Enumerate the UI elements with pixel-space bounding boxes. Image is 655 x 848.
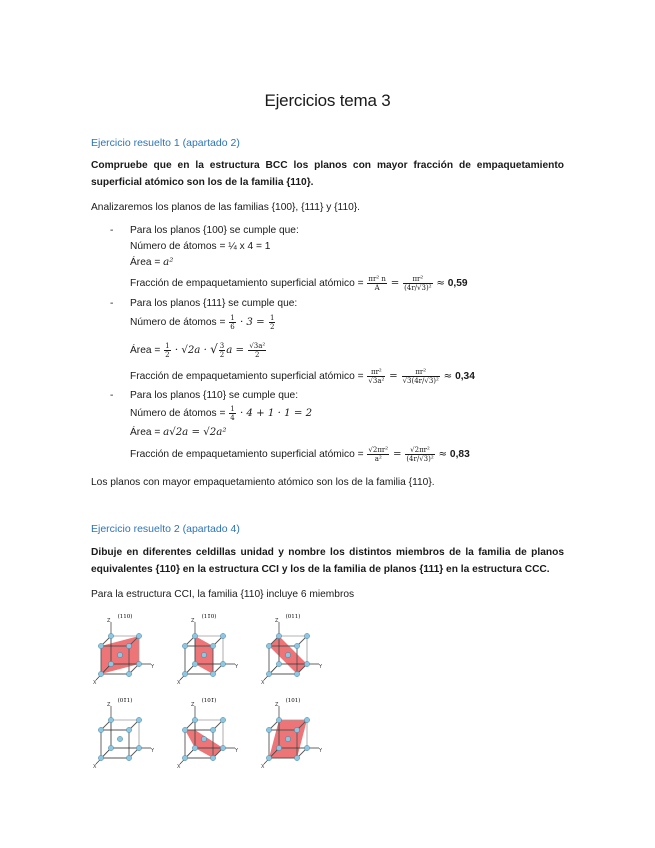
axis-label: X xyxy=(177,764,181,770)
p111-area: Área = $\frac{1}{2}$ · √2a · √ $\frac{3}{2}$ a = $\frac{\text{√3a²}}{2}$ xyxy=(130,342,266,359)
area-label: Área = xyxy=(130,257,164,268)
cell-011 xyxy=(264,613,319,680)
p110-area xyxy=(130,426,226,440)
axis-label: Z xyxy=(107,702,111,708)
fraction-label: Fracción de empaquetamiento superficial atómico = xyxy=(130,278,367,290)
axis-label: Y xyxy=(319,748,323,754)
cell-0-11 xyxy=(96,697,151,764)
p111-heading: Para los planos {111} se cumple que: xyxy=(130,298,298,309)
plane-label: (11̄0) xyxy=(201,614,217,620)
axis-label: X xyxy=(261,680,265,686)
axis-label: Y xyxy=(151,748,155,754)
exercise-2-intro: Para la estructura CCI, la familia {110} incluye 6 miembros xyxy=(91,589,355,600)
axis-label: X xyxy=(93,680,97,686)
axis-label: Y xyxy=(319,664,323,670)
plane-label: (01̄1) xyxy=(117,698,133,704)
p110-fraction: Fracción de empaquetamiento superficial atómico = $\frac{\text{√2πr²}}{\text{a²}}$ = $\frac{\text{√2πr²}}{\text{(4r/√3)²}}$ ≈ 0,83 xyxy=(130,446,470,463)
plane-label: (011) xyxy=(285,614,301,620)
axis-label: X xyxy=(93,764,97,770)
fraction-expr: $\frac{\text{πr² n}}{A}$ xyxy=(368,275,386,292)
cell-101 xyxy=(264,697,319,764)
exercise-2-statement: Dibuje en diferentes celdillas unidad y nombre los distintos miembros de la familia de planos equivalentes {110} en la estructura CCI y los de la familia de planos {111} en la estructura CCC. xyxy=(91,547,564,575)
area-value: a√2a = √2a² xyxy=(163,427,227,438)
p110-atoms: Número de átomos = $\frac{1}{4}$ · 4 + 1 · 1 = 2 xyxy=(130,405,313,422)
bullet-dash: - xyxy=(110,298,114,309)
cell-110 xyxy=(96,613,151,680)
axis-label: Y xyxy=(151,664,155,670)
result-value: 0,34 xyxy=(455,371,475,383)
exercise-1-heading: Ejercicio resuelto 1 (apartado 2) xyxy=(91,137,240,149)
axis-label: Z xyxy=(275,618,279,624)
p111-atoms: Número de átomos = $\frac{1}{6}$ · 3 = $\frac{1}{2}$ xyxy=(130,314,275,331)
axis-label: X xyxy=(177,680,181,686)
p100-heading: Para los planos {100} se cumple que: xyxy=(130,225,299,236)
cell-10-1 xyxy=(180,697,235,764)
fraction-expr: $\frac{\text{πr²}}{\text{(4r/√3)²}}$ xyxy=(404,275,432,292)
exercise-1-statement: Compruebe que en la estructura BCC los planos con mayor fracción de empaquetamiento superficial atómico son los de la familia {110}. xyxy=(91,160,564,188)
fraction-label: Fracción de empaquetamiento superficial atómico = xyxy=(130,371,367,383)
result-value: 0,59 xyxy=(447,278,468,290)
p100-atoms: Número de átomos = ¼ x 4 = 1 xyxy=(130,241,271,252)
cell-1-10 xyxy=(180,613,235,680)
area-value: a² xyxy=(163,257,174,268)
bcc-planes-figure xyxy=(91,606,341,774)
p100-area xyxy=(130,256,173,270)
page-title: Ejercicios tema 3 xyxy=(264,91,391,110)
exercise-1-intro: Analizaremos los planos de las familias {100}, {111} y {110}. xyxy=(91,202,361,213)
bullet-dash: - xyxy=(110,225,114,236)
area-label: Área = xyxy=(130,427,164,438)
atoms-label: Número de átomos = xyxy=(130,317,229,329)
axis-label: X xyxy=(261,764,265,770)
plane-label: (101) xyxy=(285,698,301,704)
plane-label: (110) xyxy=(117,614,133,620)
bullet-dash: - xyxy=(110,390,114,401)
axis-label: Z xyxy=(191,702,195,708)
exercise-1-conclusion: Los planos con mayor empaquetamiento atómico son los de la familia {110}. xyxy=(91,477,435,488)
p100-fraction: Fracción de empaquetamiento superficial atómico = $\frac{\text{πr² n}}{A}$ = $\frac{\text{πr²}}{\text{(4r/√3)²}}$ ≈ 0,59 xyxy=(130,275,468,292)
axis-label: Z xyxy=(275,702,279,708)
area-label: Área = xyxy=(130,345,164,357)
axis-label: Y xyxy=(235,748,239,754)
fraction-label: Fracción de empaquetamiento superficial atómico = xyxy=(130,449,367,461)
exercise-2-heading: Ejercicio resuelto 2 (apartado 4) xyxy=(91,523,240,535)
p110-heading: Para los planos {110} se cumple que: xyxy=(130,390,299,401)
axis-label: Z xyxy=(107,618,111,624)
plane-label: (101̄) xyxy=(201,698,217,704)
axis-label: Z xyxy=(191,618,195,624)
axis-label: Y xyxy=(235,664,239,670)
p111-fraction: Fracción de empaquetamiento superficial atómico = $\frac{\text{πr²}}{\text{√3a²}}$ = $\frac{\text{πr²}}{\text{√3(4r/√3)²}}$ ≈ 0,34 xyxy=(130,368,475,385)
result-value: 0,83 xyxy=(449,449,470,461)
atoms-label: Número de átomos = xyxy=(130,408,229,420)
